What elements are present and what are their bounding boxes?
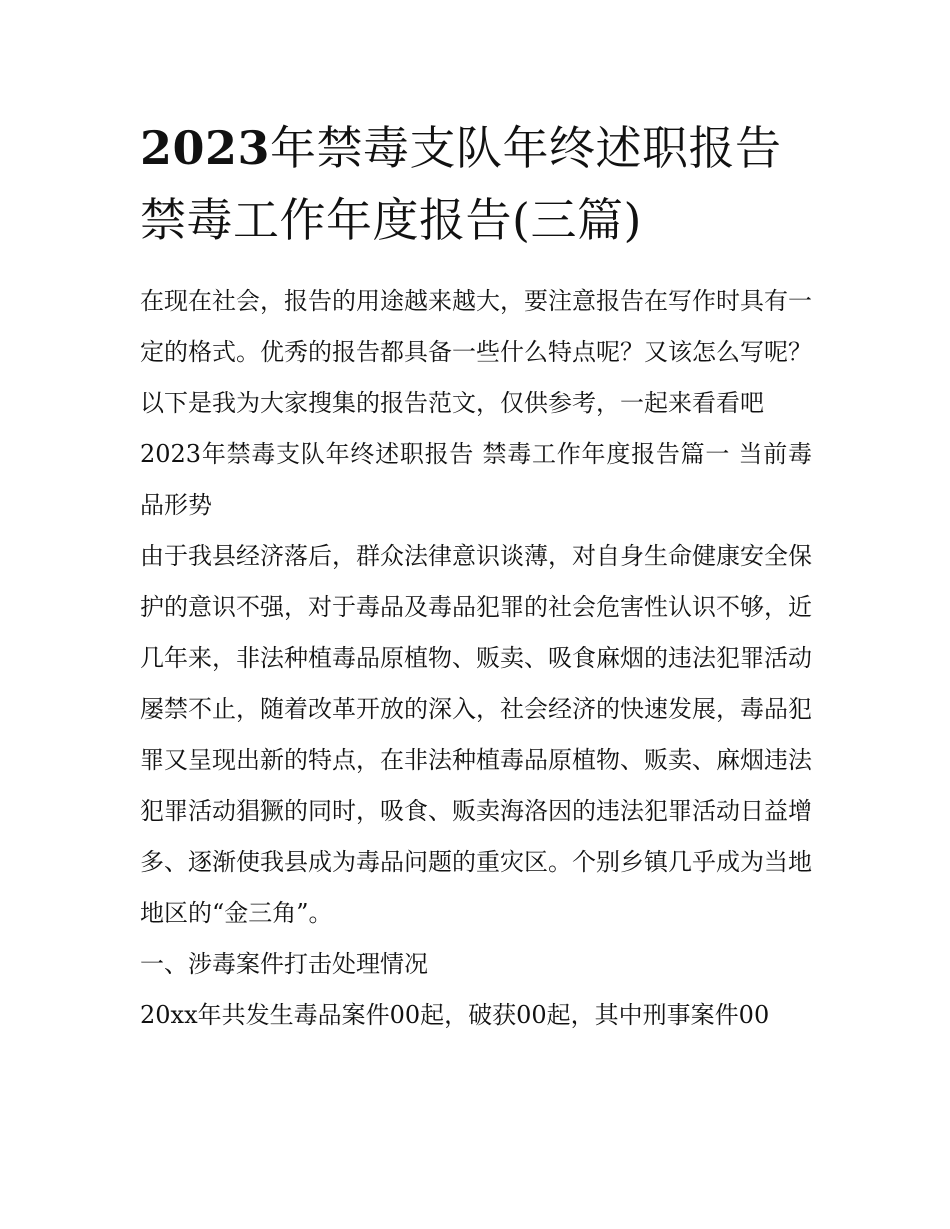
- section-heading-situation: 2023年禁毒支队年终述职报告 禁毒工作年度报告篇一 当前毒品形势: [140, 440, 812, 519]
- body-paragraph: 由于我县经济落后，群众法律意识谈薄，对自身生命健康安全保护的意识不强，对于毒品及毒品犯罪的社会危害性认识不够，近几年来，非法种植毒品原植物、贩卖、吸食麻烟的违法犯罪活动屡禁不止，随着改革开放的深入，社会经济的快速发展，毒品犯罪又呈现出新的特点，在非法种植毒品原植物、贩卖、麻烟违法犯罪活动猖獗的同时，吸食、贩卖海洛因的违法犯罪活动日益增多、逐渐使我县成为毒品问题的重灾区。个别乡镇几乎成为当地地区的“金三角”。: [140, 542, 812, 927]
- document-title-text: 年禁毒支队年终述职报告禁毒工作年度报告(三篇): [140, 121, 782, 247]
- intro-paragraph: 在现在社会，报告的用途越来越大，要注意报告在写作时具有一定的格式。优秀的报告都具备一些什么特点呢？又该怎么写呢？以下是我为大家搜集的报告范文，仅供参考，一起来看看吧: [140, 287, 812, 417]
- document-page: [140, 112, 812, 1041]
- document-title-year: 2023: [140, 121, 271, 175]
- section-heading-cases: 一、涉毒案件打击处理情况: [140, 950, 428, 978]
- document-title: [140, 112, 812, 256]
- body-paragraph-cases: 20xx年共发生毒品案件00起，破获00起，其中刑事案件00: [140, 1001, 770, 1029]
